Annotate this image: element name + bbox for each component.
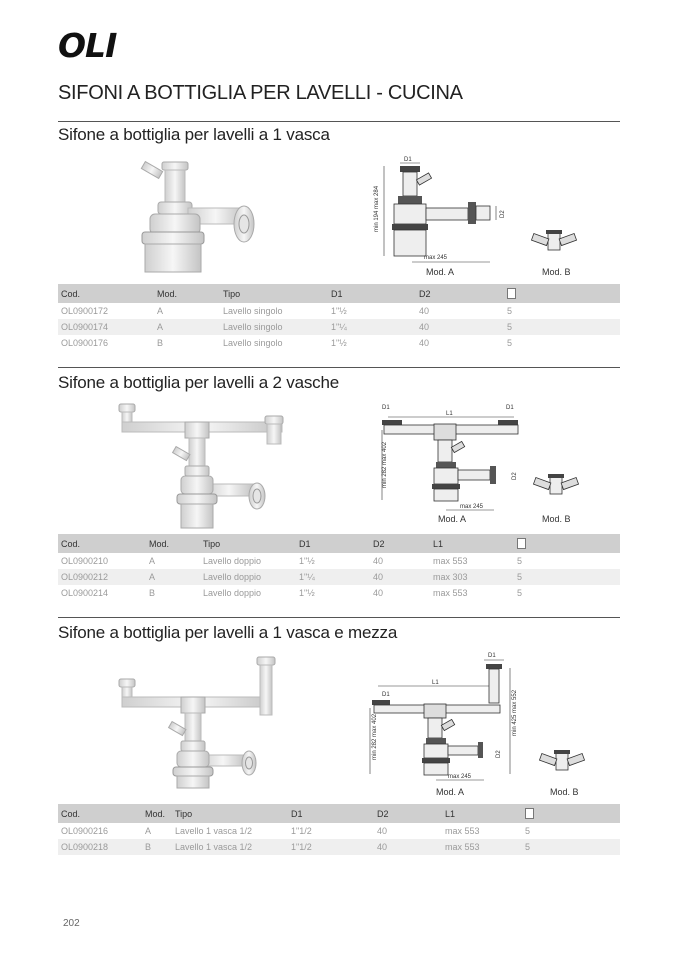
- col-cod: Cod.: [58, 284, 154, 303]
- diagram-label: D2: [512, 472, 518, 480]
- table-cell: 1"½: [331, 306, 347, 316]
- diagram-label: D1: [488, 653, 496, 659]
- table-cell: 5: [514, 569, 620, 585]
- table-row: [58, 569, 620, 585]
- table-header-cell: Mod.: [146, 534, 200, 553]
- page-title: SIFONI A BOTTIGLIA PER LAVELLI - CUCINA: [58, 82, 463, 104]
- col-mod: Mod.: [154, 284, 220, 303]
- table-cell: OL0900176: [61, 338, 109, 348]
- diagram-label: D2: [496, 750, 502, 758]
- technical-drawing-1-vasca-e-mezza: [364, 648, 604, 798]
- table-cell: 1"¼: [328, 319, 416, 335]
- col-d1: D1: [328, 284, 416, 303]
- table-header-cell: L1: [430, 534, 514, 553]
- table-cell: Lavello singolo: [223, 306, 283, 316]
- package-icon: [517, 538, 526, 549]
- dim-width: max 245: [424, 255, 448, 261]
- table-cell: OL0900216: [61, 826, 109, 836]
- table-row: [58, 553, 620, 569]
- diagram-label: Mod. A: [438, 514, 467, 524]
- table-header-cell: D2: [374, 804, 442, 823]
- table-row: [58, 839, 620, 855]
- table-cell: Lavello 1 vasca 1/2: [175, 826, 253, 836]
- divider: [58, 367, 620, 368]
- diagram-label: min 425 max 552: [512, 689, 518, 736]
- table-cell: 5: [507, 306, 513, 316]
- diagram-label: D1: [382, 692, 390, 698]
- product-photo-1-vasca-e-mezza: [115, 655, 285, 790]
- spec-table-1-vasca-e-mezza: [58, 804, 620, 855]
- table-cell: 40: [377, 826, 388, 836]
- table-cell: OL0900218: [58, 839, 142, 855]
- technical-drawing-1-vasca: [364, 152, 594, 280]
- diagram-label: L1: [446, 411, 453, 417]
- table-cell: 5: [517, 588, 523, 598]
- table-cell: 5: [507, 338, 513, 348]
- diagram-label: Mod. A: [436, 787, 465, 797]
- table-cell: A: [149, 556, 156, 566]
- diagram-label: min 282 max 402: [372, 713, 378, 760]
- diagram-label: max 245: [448, 774, 472, 780]
- table-cell: OL0900212: [58, 569, 146, 585]
- table-cell: Lavello singolo: [223, 338, 283, 348]
- dim-d1-label: D1: [404, 157, 412, 163]
- table-header-cell: Tipo: [200, 534, 296, 553]
- product-photo-1-vasca: [128, 156, 278, 281]
- table-row: [58, 335, 620, 351]
- divider: [58, 121, 620, 122]
- mod-b-drawing: [533, 474, 578, 494]
- dim-height: min 194 max 284: [374, 185, 380, 232]
- section-title: Sifone a bottiglia per lavelli a 2 vasche: [58, 373, 339, 392]
- diagram-label: max 245: [460, 504, 484, 510]
- table-cell: B: [142, 839, 172, 855]
- table-cell: A: [154, 319, 220, 335]
- table-cell: max 553: [442, 839, 522, 855]
- table-cell: OL0900174: [58, 319, 154, 335]
- mod-a-label: Mod. A: [426, 267, 455, 277]
- table-cell: Lavello 1 vasca 1/2: [172, 839, 288, 855]
- table-cell: A: [157, 306, 164, 316]
- table-header-cell: D2: [370, 534, 430, 553]
- table-cell: 40: [373, 588, 384, 598]
- table-cell: 40: [419, 338, 430, 348]
- table-cell: 40: [416, 319, 504, 335]
- table-header-cell: Cod.: [58, 804, 142, 823]
- table-cell: A: [146, 569, 200, 585]
- table-row: [58, 303, 620, 319]
- table-cell: 5: [504, 319, 620, 335]
- diagram-label: Mod. B: [542, 514, 571, 524]
- table-header-cell: Cod.: [58, 534, 146, 553]
- table-header-cell: L1: [442, 804, 522, 823]
- table-cell: 1"1/2: [291, 826, 312, 836]
- table-cell: 5: [525, 826, 531, 836]
- table-cell: 5: [517, 556, 523, 566]
- table-cell: Lavello singolo: [220, 319, 328, 335]
- mod-b-label: Mod. B: [542, 267, 571, 277]
- table-cell: Lavello doppio: [203, 588, 262, 598]
- brand-logo: OLI: [58, 26, 117, 65]
- table-cell: 5: [522, 839, 620, 855]
- technical-drawing-2-vasche: [374, 400, 604, 528]
- diagram-label: D1: [506, 405, 514, 411]
- table-header-cell: Mod.: [142, 804, 172, 823]
- diagram-label: L1: [432, 680, 439, 686]
- table-cell: Lavello doppio: [203, 556, 262, 566]
- spec-table-1-vasca: [58, 284, 620, 351]
- table-cell: 1"1/2: [288, 839, 374, 855]
- table-cell: OL0900214: [61, 588, 109, 598]
- table-cell: max 553: [433, 588, 468, 598]
- package-icon: [507, 288, 516, 299]
- dim-d2-label: D2: [500, 210, 506, 218]
- table-cell: max 303: [430, 569, 514, 585]
- product-photo-2-vasche: [115, 400, 290, 530]
- table-row: [58, 823, 620, 839]
- table-header-cell: [514, 534, 620, 553]
- table-cell: max 553: [433, 556, 468, 566]
- table-cell: B: [157, 338, 164, 348]
- table-cell: 1"½: [299, 556, 315, 566]
- table-row: [58, 319, 620, 335]
- table-cell: OL0900210: [61, 556, 109, 566]
- table-header-cell: D1: [296, 534, 370, 553]
- table-cell: 1"½: [299, 588, 315, 598]
- table-cell: B: [149, 588, 156, 598]
- col-tipo: Tipo: [220, 284, 328, 303]
- table-header-cell: [522, 804, 620, 823]
- table-cell: 1"½: [331, 338, 347, 348]
- table-cell: 40: [373, 556, 384, 566]
- divider: [58, 617, 620, 618]
- section-title: Sifone a bottiglia per lavelli a 1 vasca e mezza: [58, 623, 398, 642]
- mod-b-drawing: [539, 750, 584, 770]
- table-cell: max 553: [445, 826, 480, 836]
- diagram-label: D1: [382, 405, 390, 411]
- mod-b-drawing: [531, 230, 576, 250]
- page-number: 202: [63, 918, 80, 929]
- table-header-cell: Tipo: [172, 804, 288, 823]
- table-row: [58, 585, 620, 601]
- diagram-label: min 282 max 402: [382, 441, 388, 488]
- table-cell: 40: [419, 306, 430, 316]
- spec-table-2-vasche: [58, 534, 620, 601]
- table-cell: 40: [374, 839, 442, 855]
- table-cell: A: [145, 826, 152, 836]
- table-cell: 40: [370, 569, 430, 585]
- table-cell: OL0900172: [61, 306, 109, 316]
- table-cell: Lavello doppio: [200, 569, 296, 585]
- col-d2: D2: [416, 284, 504, 303]
- table-cell: 1"¼: [296, 569, 370, 585]
- table-header-cell: D1: [288, 804, 374, 823]
- section-title: Sifone a bottiglia per lavelli a 1 vasca: [58, 125, 330, 144]
- col-pack: [504, 284, 620, 303]
- package-icon: [525, 808, 534, 819]
- diagram-label: Mod. B: [550, 787, 579, 797]
